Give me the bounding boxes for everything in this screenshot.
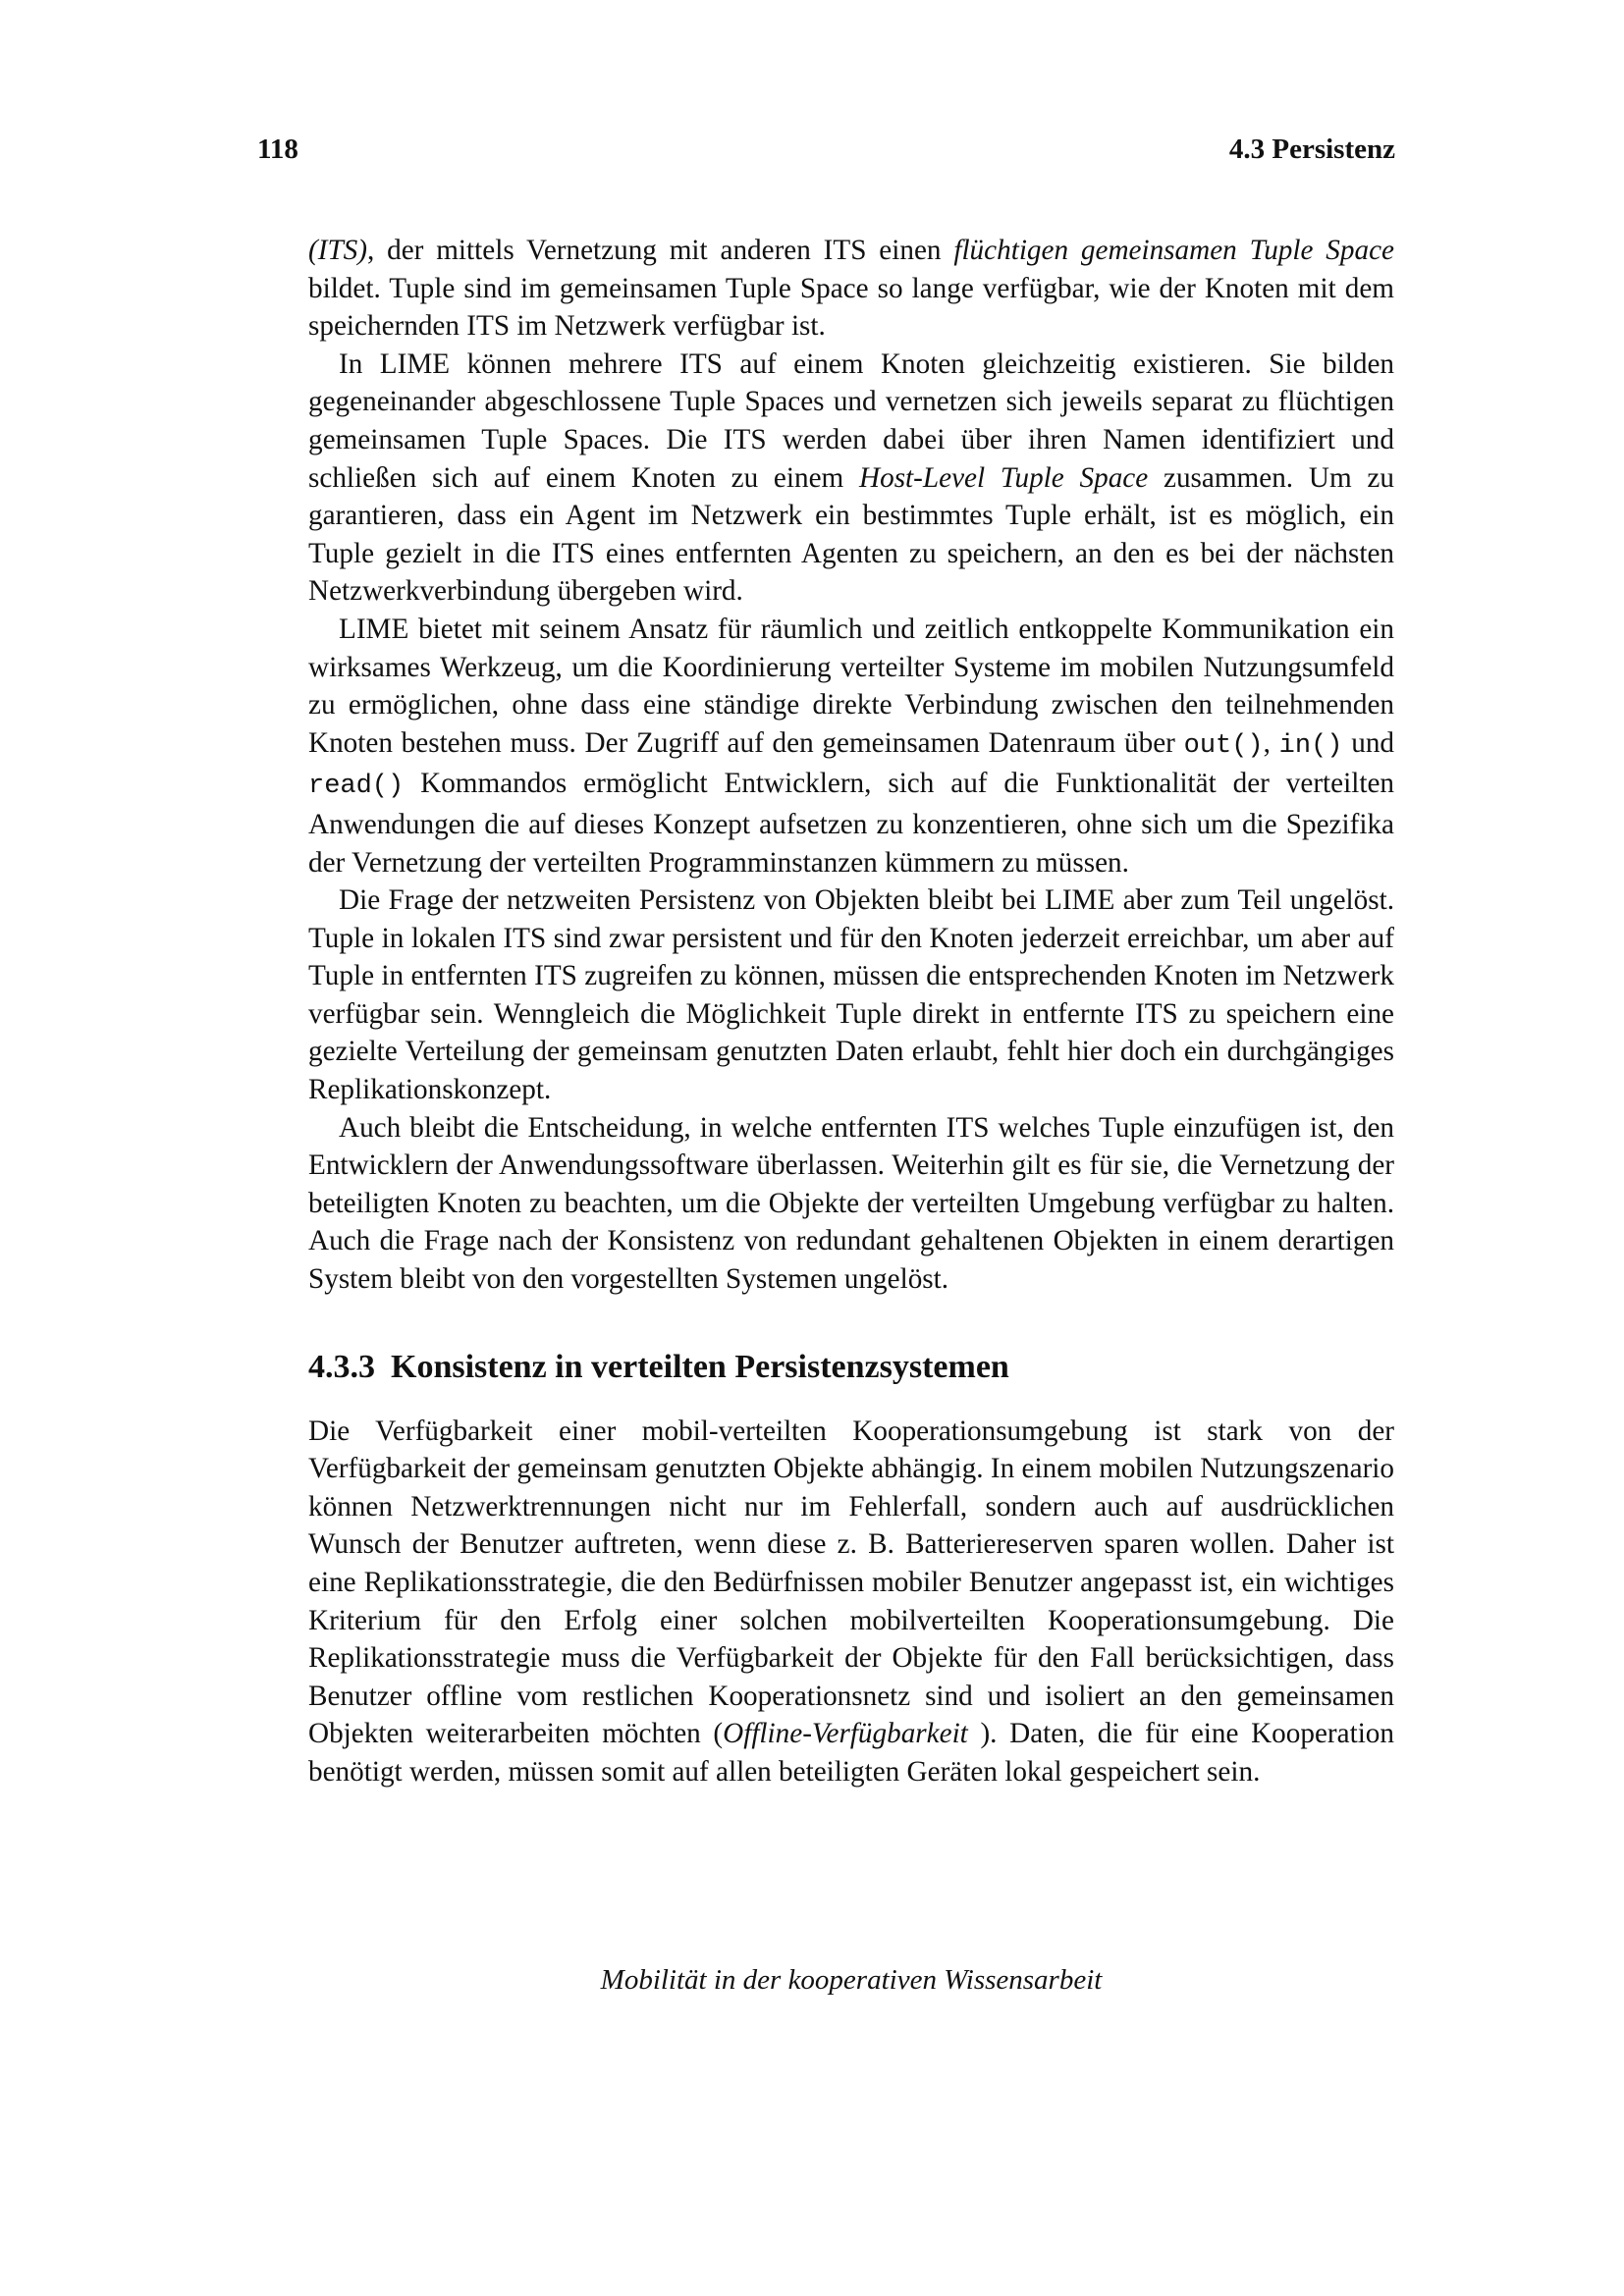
code-read: read() [308,772,405,802]
page-footer: Mobilität in der kooperativen Wissensarbeit [600,1964,1103,1996]
subsection-heading [308,1348,1394,1387]
paragraph-1 [308,232,1394,346]
subsection-paragraph-1-text-a: Die Verfügbarkeit einer mobil-verteilten Kooperationsumgebung ist stark von der Verfügbarkeit der gemeinsam genutzten Objekte abhängig. In einem mobilen Nutzungszenario können Netzwerktrennungen nicht nur im Fehlerfall, sondern auch auf ausdrücklichen Wunsch der Benutzer auftreten, wenn diese z. B. Batteriereserven sparen wollen. Daher ist eine Replikationsstrategie, die den Bedürfnissen mobiler Benutzer angepasst ist, ein wichtiges Kriterium für den Erfolg einer solchen mobilverteilten Kooperationsumgebung. Die Replikationsstrategie muss die Verfügbarkeit der Objekte für den Fall berücksichtigen, dass Benutzer offline vom restlichen Kooperationsnetz sind und isoliert an den gemeinsamen Objekten weiterarbeiten möchten ( [308,1415,1394,1750]
paragraph-1-text-a: , der mittels Vernetzung mit anderen ITS einen [367,235,954,266]
emphasis-fluechtiger-tuple-space: flüchtigen gemeinsamen Tuple Space [953,235,1394,266]
emphasis-offline-verfuegbarkeit: Offline-Verfügbarkeit [723,1718,968,1750]
paragraph-2 [308,346,1394,611]
running-header [257,133,1395,173]
emphasis-host-level-tuple-space: Host-Level Tuple Space [859,461,1149,494]
paragraph-2-text-b: zusammen. Um zu garantieren, dass ein Agent im Netzwerk ein bestimmtes Tuple erhält, ist es möglich, ein Tuple gezielt in die ITS eines entfernten Agenten zu speichern, an den es bei der nächsten Netzwerkverbindung übergeben wird. [308,461,1394,608]
paragraph-3-text-a: LIME bietet mit seinem Ansatz für räumlich und zeitlich entkoppelte Kommunikation ein wirksames Werkzeug, um die Koordinierung verteilter Systeme im mobilen Nutzungsumfeld zu ermöglichen, ohne dass eine ständige direkte Verbindung zwischen den teilnehmenden Knoten bestehen muss. Der Zugriff auf den gemeinsamen Datenraum über [308,613,1394,759]
body-text [308,232,1394,1791]
paragraph-3-text-b: , [1263,726,1279,759]
subsection-paragraph-1 [308,1413,1394,1791]
paragraph-1-text-b: bildet. Tuple sind im gemeinsamen Tuple Space so lange verfügbar, wie der Knoten mit dem speichernden ITS im Netzwerk verfügbar ist. [308,272,1394,343]
code-out: out() [1183,730,1264,761]
running-section-title: 4.3 Persistenz [1228,133,1395,165]
paragraph-3 [308,611,1394,881]
paragraph-5: Auch bleibt die Entscheidung, in welche entfernten ITS welches Tuple einzufügen ist, den Entwicklern der Anwendungssoftware überlassen. Weiterhin gilt es für sie, die Vernetzung der beteiligten Knoten zu beachten, um die Objekte der verteilten Umgebung verfügbar zu halten. Auch die Frage nach der Konsistenz von redundant gehaltenen Objekten in einem derartigen System bleibt von den vorgestellten Systemen ungelöst. [308,1111,1394,1296]
paragraph-4: Die Frage der netzweiten Persistenz von Objekten bleibt bei LIME aber zum Teil ungelöst. Tuple in lokalen ITS sind zwar persistent und für den Knoten jederzeit erreichbar, um aber auf Tuple in entfernten ITS zugreifen zu können, müssen die entsprechenden Knoten im Netzwerk verfügbar sein. Wenngleich die Möglichkeit Tuple direkt in entfernte ITS zu speichern eine gezielte Verteilung der gemeinsam genutzten Daten erlaubt, fehlt hier doch ein durchgängiges Replikationskonzept. [308,884,1394,1106]
paragraph-2-text-a: In LIME können mehrere ITS auf einem Knoten gleichzeitig existieren. Sie bilden gegeneinander abgeschlossene Tuple Spaces und vernetzen sich jeweils separat zu flüchtigen gemeinsamen Tuple Spaces. Die ITS werden dabei über ihren Namen identifiziert und schließen sich auf einem Knoten zu einem [308,347,1394,494]
page-number: 118 [257,133,298,165]
subsection-number: 4.3.3 [308,1348,375,1385]
paragraph-3-text-c: und [1342,726,1394,759]
paragraph-3-text-d: Kommandos ermöglicht Entwicklern, sich auf die Funktionalität der verteilten Anwendungen die auf dieses Konzept aufsetzen zu konzentieren, ohne sich um die Spezifika der Vernetzung der verteilten Programminstanzen kümmern zu müssen. [308,768,1394,879]
its-abbreviation: (ITS) [308,235,367,266]
subsection-title: Konsistenz in verteilten Persistenzsystemen [391,1348,1009,1385]
subsection-paragraph-1-text-b: ). Daten, die für eine Kooperation benötigt werden, müssen somit auf allen beteiligten Geräten lokal gespeichert sein. [308,1718,1394,1788]
code-in: in() [1278,730,1343,761]
